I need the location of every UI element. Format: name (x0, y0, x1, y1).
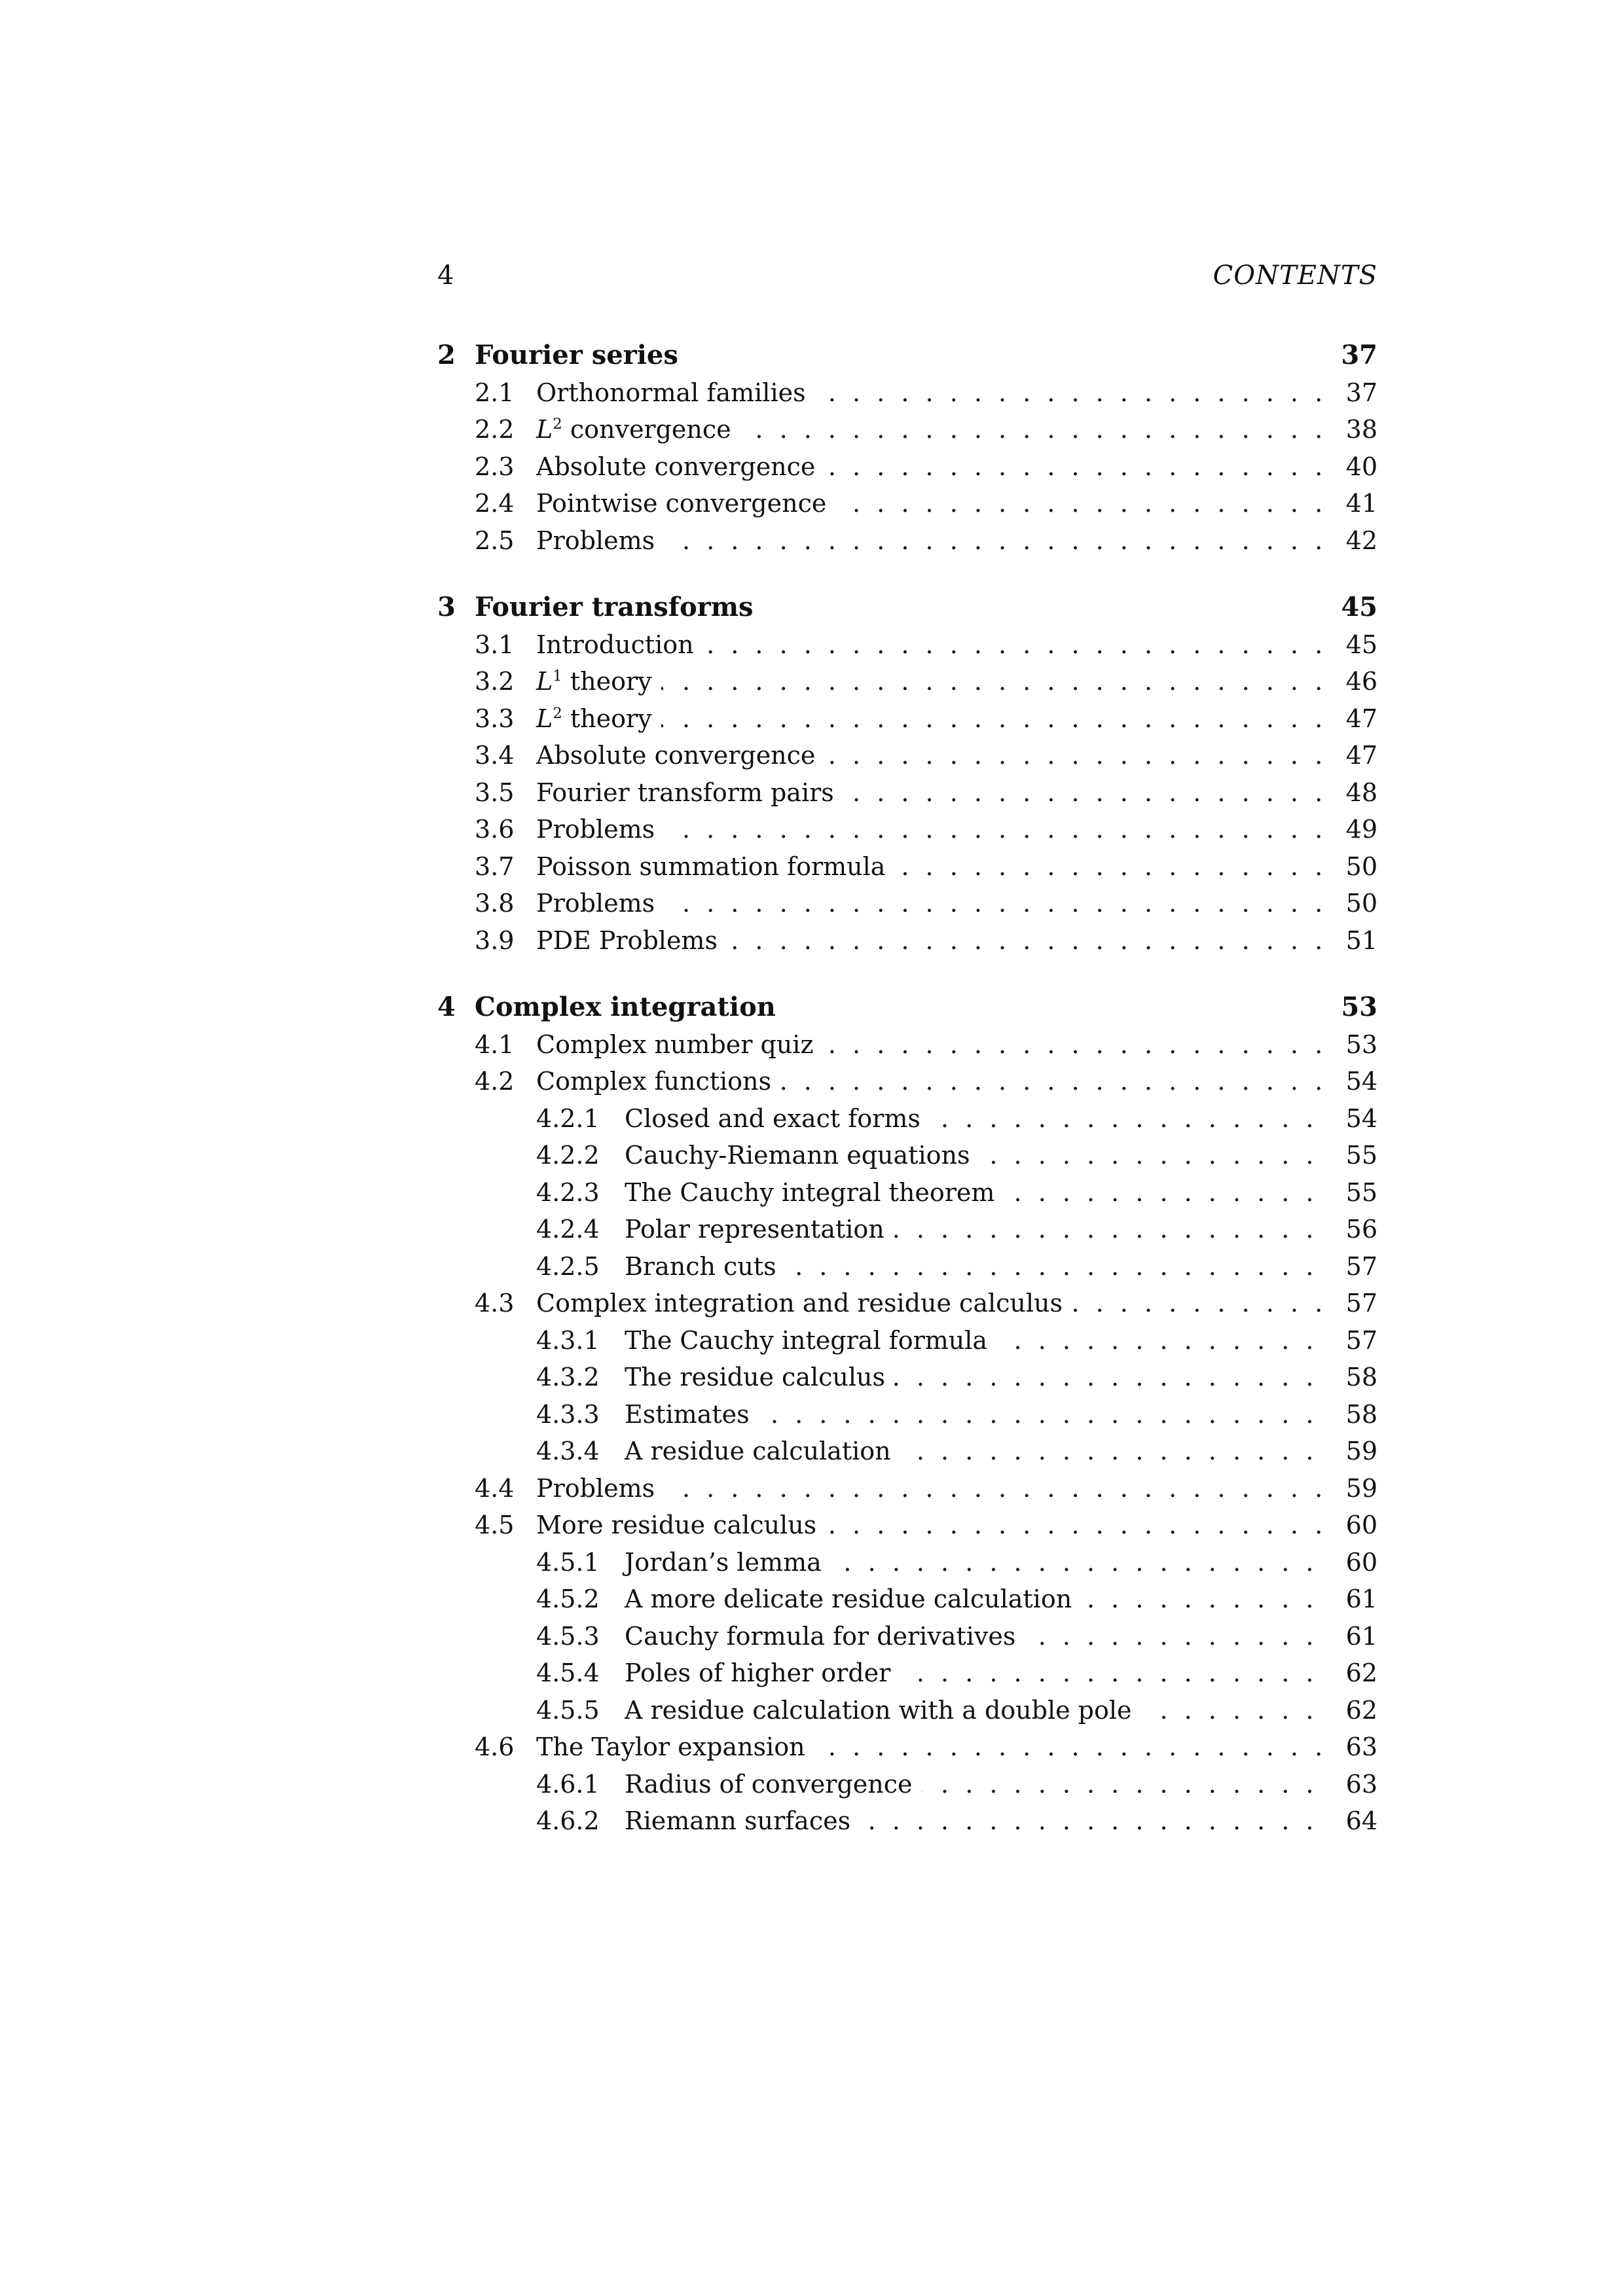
entry-number: 4.2.1 (536, 1103, 600, 1133)
entry-number: 4.1 (475, 1030, 515, 1059)
entry-title: Fourier transform pairs (536, 774, 843, 812)
entry-number: 2.5 (475, 526, 515, 555)
toc-section-row[interactable] (437, 922, 1377, 960)
entry-number: 3.6 (475, 815, 515, 844)
entry-page-number: 49 (1329, 811, 1377, 848)
entry-number: 4.6.2 (536, 1806, 600, 1835)
entry-number: 2.4 (475, 489, 515, 518)
entry-number: 3.2 (475, 667, 515, 696)
entry-page-number: 57 (1329, 1285, 1377, 1322)
toc-section-row[interactable] (437, 374, 1377, 412)
entry-title: Estimates (625, 1396, 759, 1433)
entry-page-number: 64 (1329, 1803, 1377, 1840)
entry-title: Radius of convergence (625, 1766, 922, 1803)
entry-title: Jordan’s lemma (625, 1544, 831, 1581)
toc-section-row[interactable] (437, 1470, 1377, 1507)
entry-page-number: 62 (1329, 1655, 1377, 1692)
toc-section-row[interactable] (437, 811, 1377, 848)
toc-subsection-row[interactable] (437, 1248, 1377, 1285)
entry-number: 4.3 (475, 1289, 515, 1318)
entry-title: Cauchy-Riemann equations (625, 1137, 979, 1174)
entry-title: Riemann surfaces (625, 1803, 860, 1840)
entry-title: Introduction (536, 626, 703, 664)
entry-title: Orthonormal families (536, 374, 815, 412)
entry-title: The Taylor expansion (536, 1729, 814, 1766)
toc-subsection-row[interactable] (437, 1581, 1377, 1618)
entry-number: 4.2.4 (536, 1215, 600, 1244)
entry-title: Complex number quiz (536, 1026, 822, 1064)
entry-page-number: 60 (1329, 1507, 1377, 1544)
entry-page-number: 62 (1329, 1692, 1377, 1729)
entry-page-number: 45 (1329, 626, 1377, 664)
chapter-number: 2 (437, 340, 456, 370)
entry-title: More residue calculus (536, 1507, 826, 1544)
chapter-number: 3 (437, 592, 456, 622)
toc-section-row[interactable] (437, 1729, 1377, 1766)
chapter-page-number: 45 (1329, 589, 1377, 626)
entry-page-number: 37 (1329, 374, 1377, 412)
toc-section-row[interactable] (437, 700, 1377, 738)
entry-page-number: 47 (1329, 737, 1377, 774)
entry-page-number: 55 (1329, 1137, 1377, 1174)
entry-title: Complex functions (536, 1063, 780, 1100)
entry-title: Poisson summation formula (536, 848, 894, 886)
entry-number: 2.2 (475, 415, 515, 444)
toc-section-row[interactable] (437, 626, 1377, 664)
entry-title: Polar representation (625, 1211, 894, 1248)
entry-number: 4.5.2 (536, 1585, 600, 1613)
entry-page-number: 61 (1329, 1581, 1377, 1618)
toc-subsection-row[interactable] (437, 1174, 1377, 1211)
entry-page-number: 51 (1329, 922, 1377, 960)
entry-page-number: 59 (1329, 1433, 1377, 1470)
entry-page-number: 50 (1329, 885, 1377, 922)
toc-subsection-row[interactable] (437, 1211, 1377, 1248)
toc-chapter-row[interactable] (437, 337, 1377, 374)
entry-title: Absolute convergence (536, 448, 824, 486)
entry-title: Pointwise convergence (536, 485, 835, 522)
entry-title: Problems (536, 1470, 664, 1507)
toc-chapter-row[interactable] (437, 989, 1377, 1026)
entry-number: 4.5.3 (536, 1621, 600, 1651)
entry-title (536, 700, 661, 742)
entry-number: 4.5.4 (536, 1659, 600, 1687)
entry-number: 3.9 (475, 925, 515, 955)
entry-title: Cauchy formula for derivatives (625, 1618, 1025, 1655)
entry-page-number: 57 (1329, 1248, 1377, 1285)
chapter-title: Fourier series (475, 337, 687, 374)
entry-number: 4.3.4 (536, 1437, 600, 1465)
entry-number: 4.2 (475, 1067, 515, 1096)
toc-section-row[interactable] (437, 1063, 1377, 1100)
entry-number: 4.6 (475, 1732, 515, 1761)
entry-page-number: 55 (1329, 1174, 1377, 1211)
entry-page-number: 40 (1329, 448, 1377, 486)
chapter-title: Fourier transforms (475, 589, 763, 626)
entry-number: 4.2.2 (536, 1141, 600, 1170)
toc-subsection-row[interactable] (437, 1396, 1377, 1433)
toc-section-row[interactable] (437, 885, 1377, 922)
entry-page-number: 53 (1329, 1026, 1377, 1064)
entry-title: Absolute convergence (536, 737, 824, 774)
entry-number: 3.5 (475, 778, 515, 807)
math-superscript: 1 (553, 668, 562, 685)
toc-section-row[interactable] (437, 485, 1377, 522)
toc-section-row[interactable] (437, 774, 1377, 812)
entry-page-number: 58 (1329, 1359, 1377, 1396)
entry-number: 4.4 (475, 1473, 515, 1503)
entry-page-number: 47 (1329, 700, 1377, 738)
toc-section-row[interactable] (437, 411, 1377, 448)
entry-title: A residue calculation (625, 1433, 900, 1470)
chapter-page-number: 53 (1329, 989, 1377, 1026)
entry-number: 4.5 (475, 1511, 515, 1539)
entry-title: Problems (536, 811, 664, 848)
toc-subsection-row[interactable] (437, 1433, 1377, 1470)
entry-page-number: 48 (1329, 774, 1377, 812)
entry-number: 3.1 (475, 630, 515, 659)
entry-number: 4.6.1 (536, 1769, 600, 1799)
toc-section-row[interactable] (437, 1507, 1377, 1544)
entry-page-number: 38 (1329, 411, 1377, 448)
entry-number: 4.2.5 (536, 1251, 600, 1281)
entry-page-number: 54 (1329, 1100, 1377, 1138)
entry-page-number: 58 (1329, 1396, 1377, 1433)
entry-number: 2.1 (475, 378, 515, 407)
toc-section-row[interactable] (437, 522, 1377, 560)
chapter-page-number: 37 (1329, 337, 1377, 374)
entry-title: PDE Problems (536, 922, 727, 960)
entry-title: The residue calculus (625, 1359, 894, 1396)
entry-page-number: 63 (1329, 1766, 1377, 1803)
entry-title: Problems (536, 522, 664, 560)
chapter-title: Complex integration (475, 989, 785, 1026)
entry-title-text: convergence (570, 415, 731, 444)
entry-number: 4.5.1 (536, 1547, 600, 1577)
chapter-number: 4 (437, 992, 456, 1022)
toc-subsection-row[interactable] (437, 1544, 1377, 1581)
toc-section-row[interactable] (437, 1026, 1377, 1064)
toc-section-row[interactable] (437, 1285, 1377, 1322)
entry-number: 4.2.3 (536, 1177, 600, 1207)
toc-subsection-row[interactable] (437, 1618, 1377, 1655)
entry-page-number: 46 (1329, 663, 1377, 700)
entry-number: 2.3 (475, 452, 515, 481)
math-symbol: L (536, 415, 553, 444)
table-of-contents (437, 337, 1377, 1840)
entry-number: 3.8 (475, 889, 515, 918)
toc-section-row[interactable] (437, 848, 1377, 886)
toc-section-row[interactable] (437, 663, 1377, 700)
entry-title (536, 663, 661, 704)
entry-page-number: 63 (1329, 1729, 1377, 1766)
toc-subsection-row[interactable] (437, 1655, 1377, 1692)
entry-page-number: 50 (1329, 848, 1377, 886)
entry-title-text: theory (570, 667, 652, 696)
entry-title: Poles of higher order (625, 1655, 900, 1692)
entry-title: Branch cuts (625, 1248, 786, 1285)
entry-page-number: 41 (1329, 485, 1377, 522)
page-number: 4 (437, 260, 454, 291)
entry-page-number: 56 (1329, 1211, 1377, 1248)
math-symbol: L (536, 704, 553, 733)
entry-title: Complex integration and residue calculus (536, 1285, 1072, 1322)
entry-title: A more delicate residue calculation (625, 1581, 1081, 1618)
toc-subsection-row[interactable] (437, 1100, 1377, 1138)
toc-subsection-row[interactable] (437, 1137, 1377, 1174)
math-symbol: L (536, 667, 553, 696)
math-superscript: 2 (553, 416, 562, 433)
entry-title (536, 411, 740, 452)
entry-number: 4.3.2 (536, 1363, 600, 1391)
toc-section-row[interactable] (437, 448, 1377, 486)
entry-title: The Cauchy integral formula (625, 1322, 996, 1359)
toc-chapter-row[interactable] (437, 589, 1377, 626)
math-superscript: 2 (553, 704, 562, 722)
entry-page-number: 54 (1329, 1063, 1377, 1100)
entry-title: Closed and exact forms (625, 1100, 930, 1138)
page-header (437, 260, 1377, 300)
entry-number: 3.3 (475, 704, 515, 733)
toc-section-row[interactable] (437, 737, 1377, 774)
entry-page-number: 42 (1329, 522, 1377, 560)
toc-subsection-row[interactable] (437, 1322, 1377, 1359)
toc-subsection-row[interactable] (437, 1359, 1377, 1396)
entry-number: 4.3.1 (536, 1325, 600, 1355)
toc-subsection-row[interactable] (437, 1766, 1377, 1803)
entry-title: Problems (536, 885, 664, 922)
entry-number: 4.5.5 (536, 1695, 600, 1725)
entry-title: The Cauchy integral theorem (625, 1174, 1004, 1211)
running-title: CONTENTS (1213, 260, 1377, 291)
entry-page-number: 61 (1329, 1618, 1377, 1655)
entry-page-number: 57 (1329, 1322, 1377, 1359)
entry-page-number: 60 (1329, 1544, 1377, 1581)
toc-subsection-row[interactable] (437, 1692, 1377, 1729)
entry-number: 3.7 (475, 852, 515, 881)
toc-subsection-row[interactable] (437, 1803, 1377, 1840)
entry-title: A residue calculation with a double pole (625, 1692, 1141, 1729)
entry-title-text: theory (570, 704, 652, 733)
entry-page-number: 59 (1329, 1470, 1377, 1507)
entry-number: 3.4 (475, 741, 515, 770)
entry-number: 4.3.3 (536, 1399, 600, 1429)
